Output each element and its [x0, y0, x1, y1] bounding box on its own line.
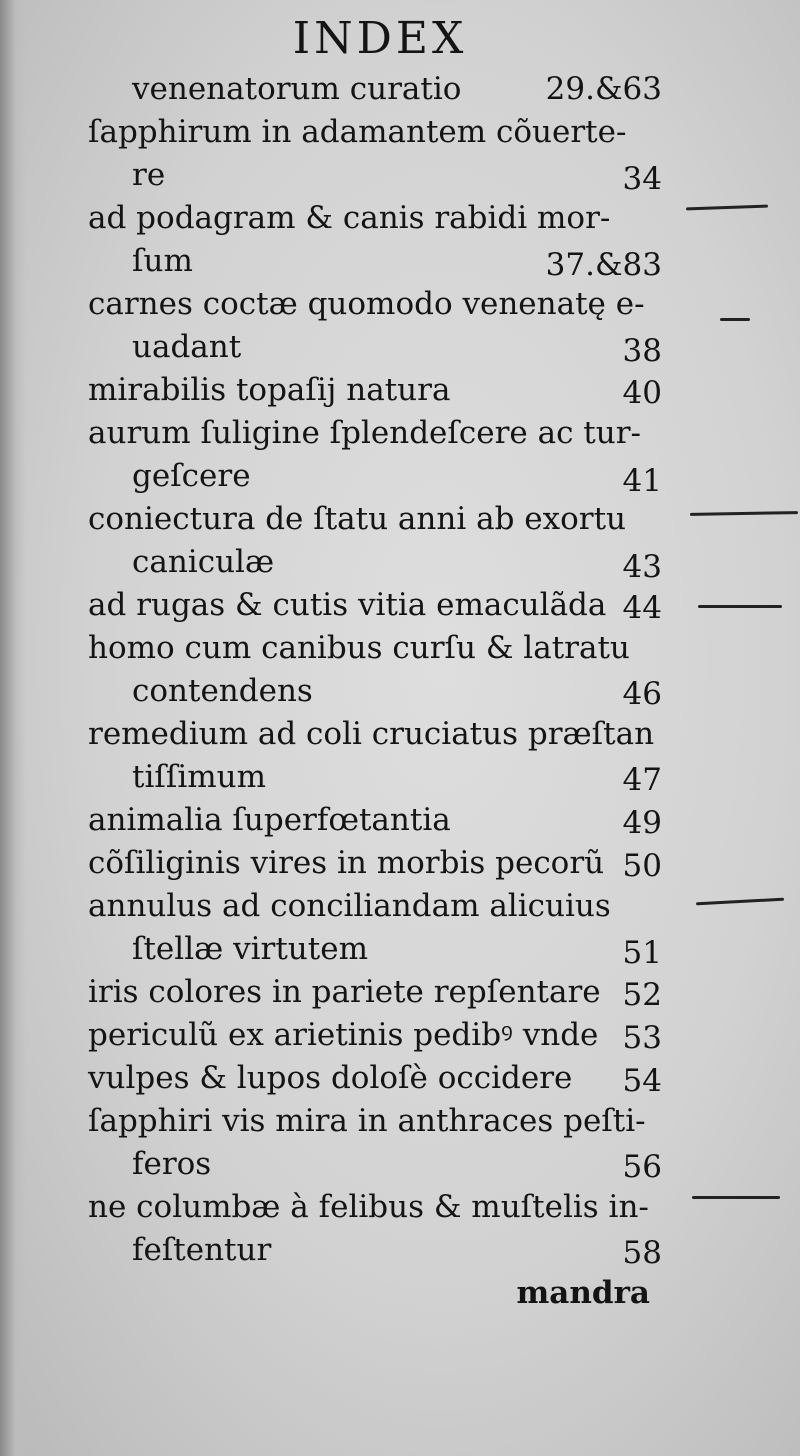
- margin-pen-mark: [690, 511, 798, 516]
- index-entry-text: uadant: [132, 329, 242, 365]
- index-entry-text: carnes coctæ quomodo venenatę e-: [88, 286, 645, 322]
- index-entry-text: venenatorum curatio: [132, 71, 462, 107]
- page-gutter-shadow: [0, 0, 26, 1456]
- index-entry-text: vulpes & lupos doloſè occidere: [88, 1060, 573, 1096]
- index-entry-page: 56: [622, 1149, 662, 1185]
- margin-pen-mark: [686, 205, 768, 211]
- catchword: mandra: [516, 1275, 650, 1311]
- index-entry-text: coniectura de ſtatu anni ab exortu: [88, 501, 627, 537]
- index-entry-text: animalia ſuperfœtantia: [88, 802, 451, 838]
- index-entry-text: contendens: [132, 673, 313, 709]
- index-entry-text: iris colores in pariete repſentare: [88, 974, 601, 1010]
- index-entry-page: 37.&83: [545, 247, 662, 283]
- margin-pen-mark: [698, 605, 782, 608]
- index-entry-page: 58: [622, 1235, 662, 1271]
- index-entry-page: 53: [622, 1020, 662, 1056]
- index-entry-page: 46: [622, 676, 662, 712]
- index-entry-text: tiſſimum: [132, 759, 266, 795]
- index-entry-text: ad rugas & cutis vitia emaculãda: [88, 587, 607, 623]
- index-entry-text: cõſiliginis vires in morbis pecorũ: [88, 845, 605, 881]
- index-entry-text: caniculæ: [132, 544, 275, 580]
- index-entry-text: ſapphirum in adamantem cõuerte-: [88, 114, 627, 150]
- index-entry-page: 54: [622, 1063, 662, 1099]
- index-entry-text: mirabilis topaſij natura: [88, 372, 451, 408]
- index-entry-page: 49: [622, 805, 662, 841]
- index-entry-page: 47: [622, 762, 662, 798]
- index-entry-text: re: [132, 157, 166, 193]
- index-entry-text: homo cum canibus curſu & latratu: [88, 630, 630, 666]
- index-entry-text: ſapphiri vis mira in anthraces peſti-: [88, 1103, 646, 1139]
- index-entry-text: geſcere: [132, 458, 251, 494]
- page-title: INDEX: [292, 13, 468, 64]
- index-entry-page: 51: [622, 935, 662, 971]
- index-entry-page: 41: [622, 463, 662, 499]
- index-entry-page: 44: [622, 590, 662, 626]
- index-entry-text: aurum ſuligine ſplendeſcere ac tur-: [88, 415, 642, 451]
- index-entry-text: remedium ad coli cruciatus præſtan: [88, 716, 655, 752]
- margin-pen-mark: [696, 898, 784, 906]
- index-entry-page: 50: [622, 848, 662, 884]
- index-entry-page: 40: [622, 375, 662, 411]
- index-entry-page: 29.&63: [545, 71, 662, 107]
- index-entry-page: 43: [622, 549, 662, 585]
- index-entry-text: ſtellæ virtutem: [132, 931, 368, 967]
- index-entry-page: 38: [622, 333, 662, 369]
- index-entry-text: ſum: [132, 243, 193, 279]
- index-entry-text: ad podagram & canis rabidi mor-: [88, 200, 611, 236]
- index-entry-text: ne columbæ à felibus & muſtelis in-: [88, 1189, 649, 1225]
- index-entry-text: periculũ ex arietinis pedibꝰ vnde: [88, 1017, 599, 1053]
- index-entry-text: annulus ad conciliandam alicuius: [88, 888, 611, 924]
- index-entry-text: feros: [132, 1146, 212, 1182]
- index-entry-text: feſtentur: [132, 1232, 272, 1268]
- index-entry-page: 34: [622, 161, 662, 197]
- index-entry-page: 52: [622, 977, 662, 1013]
- margin-pen-mark: [720, 318, 750, 321]
- margin-pen-mark: [692, 1196, 780, 1199]
